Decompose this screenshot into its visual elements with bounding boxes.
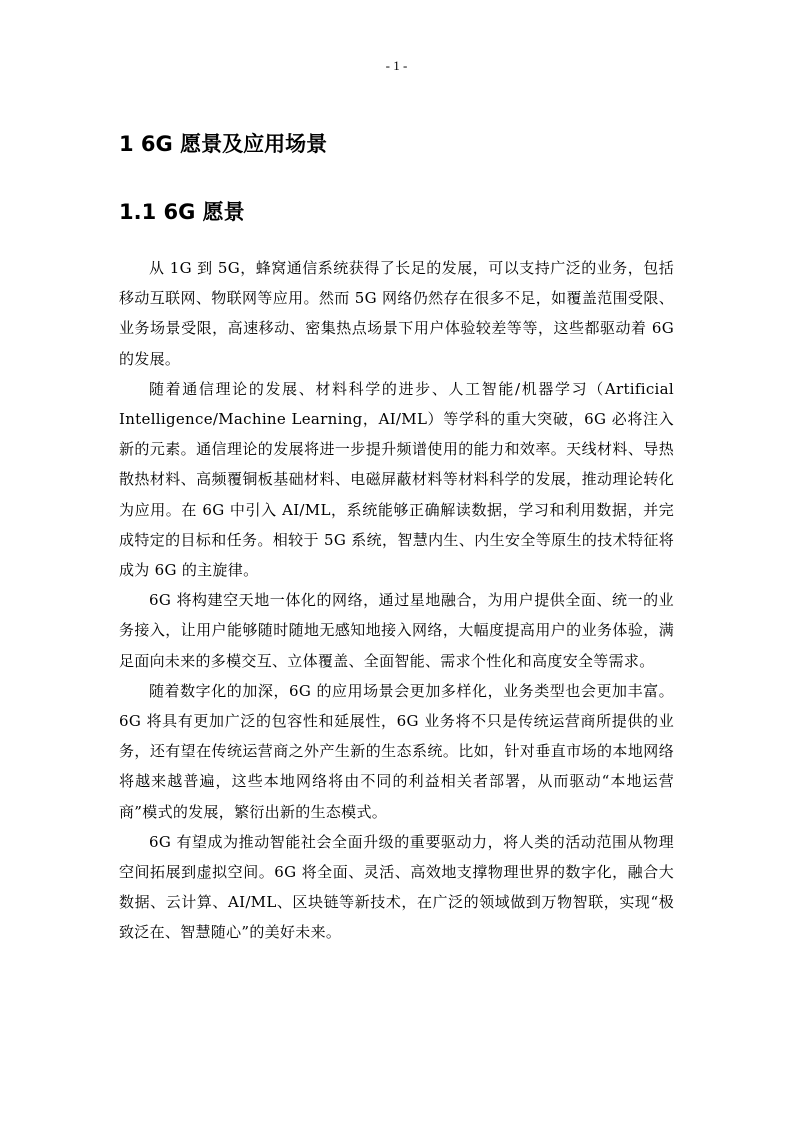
chapter-heading: 1 6G 愿景及应用场景 [119, 132, 328, 156]
paragraph-5: 6G 有望成为推动智能社会全面升级的重要驱动力，将人类的活动范围从物理空间拓展到虚拟空间。6G 将全面、灵活、高效地支撑物理世界的数字化，融合大数据、云计算、AI/ML、区块链等新技术，在广泛的领域做到万物智联，实现“极致泛在、智慧随心”的美好未来。 [119, 832, 674, 942]
paragraph-3: 6G 将构建空天地一体化的网络，通过星地融合，为用户提供全面、统一的业务接入，让用户能够随时随地无感知地接入网络，大幅度提高用户的业务体验，满足面向未来的多模交互、立体覆盖、全面智能、需求个性化和高度安全等需求。 [119, 591, 674, 670]
paragraph-1: 从 1G 到 5G，蜂窝通信系统获得了长足的发展，可以支持广泛的业务，包括移动互联网、物联网等应用。然而 5G 网络仍然存在很多不足，如覆盖范围受限、业务场景受限，高速移动、密集热点场景下用户体验较差等等，这些都驱动着 6G 的发展。 [119, 259, 674, 368]
page-number: - 1 - [385, 58, 408, 73]
paragraph-2: 随着通信理论的发展、材料科学的进步、人工智能/机器学习（Artificial Intelligence/Machine Learning，AI/ML）等学科的重大突破，6G 必将注入新的元素。通信理论的发展将进一步提升频谱使用的能力和效率。天线材料、导热散热材料、高频覆铜板基础材料、电磁屏蔽材料等材料科学的发展，推动理论转化为应用。在 6G 中引入 AI/ML，系统能够正确解读数据，学习和利用数据，并完成特定的目标和任务。相较于 5G 系统，智慧内生、内生安全等原生的技术特征将成为 6G 的主旋律。 [119, 379, 674, 580]
section-heading: 1.1 6G 愿景 [119, 200, 245, 224]
paragraph-4: 随着数字化的加深，6G 的应用场景会更加多样化，业务类型也会更加丰富。6G 将具有更加广泛的包容性和延展性，6G 业务将不只是传统运营商所提供的业务，还有望在传统运营商之外产生新的生态系统。比如，针对垂直市场的本地网络将越来越普遍，这些本地网络将由不同的利益相关者部署，从而驱动“本地运营商”模式的发展，繁衍出新的生态模式。 [119, 681, 674, 821]
body-text [119, 253, 674, 948]
